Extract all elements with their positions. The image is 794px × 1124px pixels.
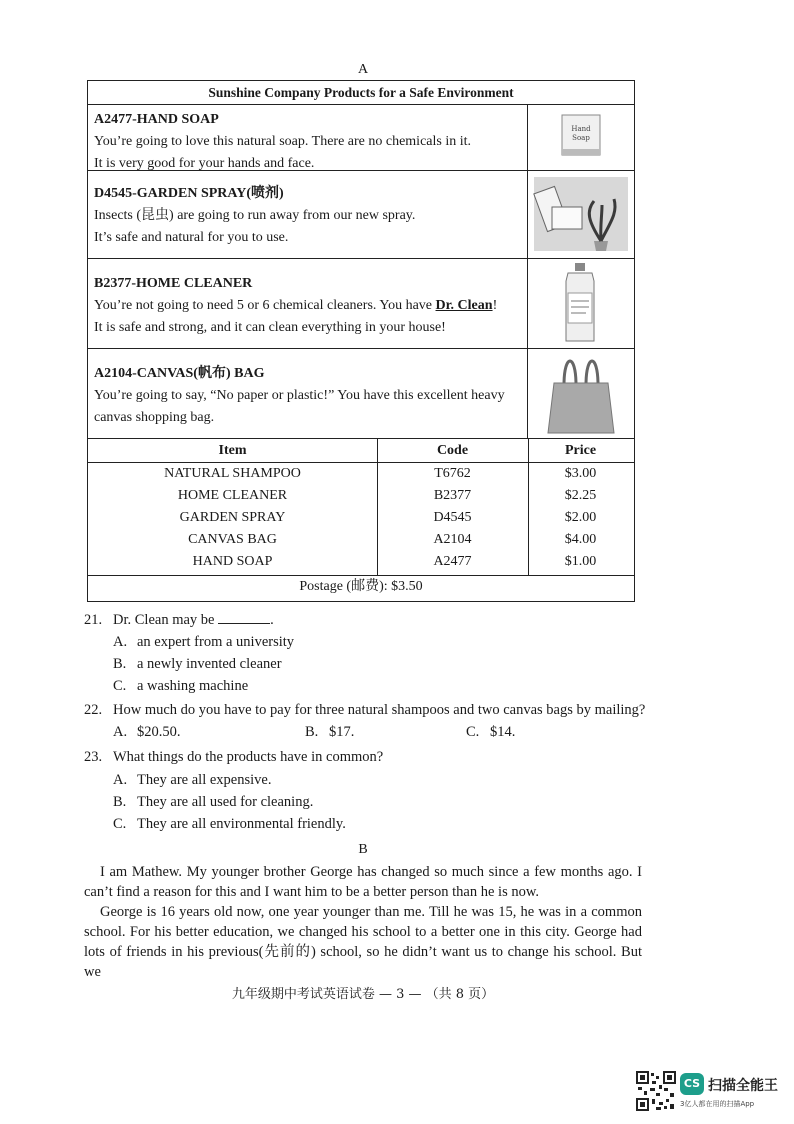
option-22a (113, 724, 181, 741)
price-cell: $4.00 (564, 532, 597, 547)
passage-paragraph: George is 16 years old now, one year younger than me. Till he was 15, he was in a common school. For his better education, we changed his school to a better one in this city. George had lots of friends in his previous(先前的) school, so he didn’t want us to change his school. But we (84, 904, 642, 980)
question-22 (84, 702, 645, 719)
product-title: A2104-CANVAS(帆布) BAG (94, 366, 265, 381)
code-cell: A2477 (433, 554, 472, 569)
product-row-home-cleaner (88, 259, 634, 349)
option-22c (466, 724, 515, 741)
question-number: 22. (84, 702, 103, 718)
product-line-text: You’re not going to need 5 or 6 chemical cleaners. You have (94, 298, 436, 313)
product-line: canvas shopping bag. (94, 410, 215, 425)
price-table-body (88, 463, 634, 575)
price-table (88, 439, 634, 576)
passage-paragraph: I am Mathew. My younger brother George has changed so much since a few months ago. I can’t find a reason for this and I want him to be a better person than he is now. (84, 864, 642, 900)
qr-code-icon (636, 1071, 676, 1111)
option-23a (113, 772, 271, 789)
price-cell: $2.00 (564, 510, 597, 525)
product-description (88, 349, 528, 438)
option-letter: A. (113, 772, 128, 788)
question-stem: What things do the products have in common? (113, 749, 384, 765)
product-description (88, 171, 528, 258)
item-cell: CANVAS BAG (188, 532, 277, 547)
table-row (88, 551, 634, 573)
svg-text:Soap: Soap (572, 134, 590, 142)
option-text: a newly invented cleaner (137, 656, 282, 672)
product-line: Insects (昆虫) are going to run away from our new spray. (94, 208, 416, 223)
table-row (88, 529, 634, 551)
option-23b (113, 794, 313, 811)
product-row-canvas-bag (88, 349, 634, 439)
product-line-text: ! (492, 298, 498, 313)
option-21c (113, 678, 248, 695)
product-table-title: Sunshine Company Products for a Safe Environment (88, 81, 634, 105)
price-cell: $1.00 (564, 554, 597, 569)
question-21 (84, 612, 274, 629)
page-footer: 九年级期中考试英语试卷 — 3 — （共 8 页） (231, 987, 495, 1002)
table-row (88, 463, 634, 485)
option-letter: C. (113, 816, 127, 832)
question-stem: How much do you have to pay for three natural shampoos and two canvas bags by mailing? (113, 702, 646, 718)
code-cell: B2377 (433, 488, 472, 503)
option-text: $14. (490, 724, 516, 740)
question-stem: Dr. Clean may be (113, 612, 215, 628)
camscanner-tagline: 3亿人都在用的扫描App (680, 1100, 755, 1108)
price-cell: $3.00 (564, 466, 597, 481)
product-row-hand-soap (88, 105, 634, 171)
option-letter: B. (305, 724, 319, 740)
option-letter: A. (113, 724, 128, 740)
option-letter: C. (113, 678, 127, 694)
column-header-code: Code (436, 443, 469, 458)
product-line (94, 295, 521, 317)
soap-box-image (528, 105, 634, 170)
section-b-letter: B (358, 842, 368, 857)
code-cell: D4545 (433, 510, 472, 525)
price-table-header (88, 439, 634, 463)
canvas-bag-image (528, 349, 634, 438)
question-23 (84, 749, 383, 766)
option-text: a washing machine (137, 678, 249, 694)
item-cell: NATURAL SHAMPOO (164, 466, 301, 481)
answer-blank (218, 612, 270, 624)
option-text: They are all used for cleaning. (137, 794, 314, 810)
section-a-letter: A (357, 62, 369, 77)
product-line: You’re going to say, “No paper or plastic!” You have this excellent heavy (94, 388, 505, 403)
product-table (87, 80, 635, 602)
svg-text:Hand: Hand (571, 125, 591, 133)
option-text: $20.50. (137, 724, 181, 740)
price-cell: $2.25 (564, 488, 597, 503)
option-text: They are all expensive. (137, 772, 272, 788)
option-text: $17. (329, 724, 355, 740)
option-letter: B. (113, 794, 127, 810)
camscanner-name: 扫描全能王 (708, 1078, 778, 1094)
camscanner-logo: CS (680, 1073, 704, 1095)
option-23c (113, 816, 346, 833)
option-letter: A. (113, 634, 128, 650)
product-description (88, 105, 528, 170)
spray-plant-image (528, 171, 634, 258)
cleaner-bottle-image (528, 259, 634, 348)
question-number: 23. (84, 749, 103, 765)
code-cell: A2104 (433, 532, 472, 547)
option-21b (113, 656, 282, 673)
table-row (88, 507, 634, 529)
column-header-item: Item (218, 443, 247, 458)
column-header-price: Price (564, 443, 597, 458)
product-title: D4545-GARDEN SPRAY(喷剂) (94, 186, 284, 201)
product-line: It is safe and strong, and it can clean everything in your house! (94, 320, 446, 335)
item-cell: HOME CLEANER (177, 488, 288, 503)
option-21a (113, 634, 294, 651)
code-cell: T6762 (434, 466, 471, 481)
postage-note: Postage (邮费): $3.50 (299, 579, 423, 594)
option-22b (305, 724, 354, 741)
product-description (88, 259, 528, 348)
product-line: It’s safe and natural for you to use. (94, 230, 289, 245)
table-row (88, 485, 634, 507)
option-letter: C. (466, 724, 480, 740)
product-title: B2377-HOME CLEANER (94, 276, 253, 291)
item-cell: HAND SOAP (192, 554, 273, 569)
product-row-garden-spray (88, 171, 634, 259)
question-number: 21. (84, 612, 103, 628)
option-text: an expert from a university (137, 634, 295, 650)
product-title: A2477-HAND SOAP (94, 112, 219, 127)
option-letter: B. (113, 656, 127, 672)
question-stem-end: . (270, 612, 274, 628)
option-text: They are all environmental friendly. (137, 816, 346, 832)
brand-name: Dr. Clean (435, 298, 493, 313)
item-cell: GARDEN SPRAY (179, 510, 286, 525)
product-line: You’re going to love this natural soap. There are no chemicals in it. (94, 134, 472, 149)
product-line: It is very good for your hands and face. (94, 156, 315, 171)
